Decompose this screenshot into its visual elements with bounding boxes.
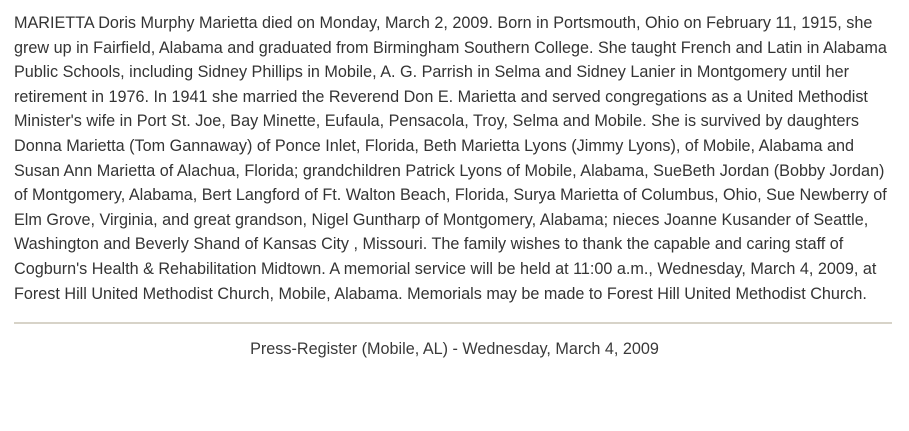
publication-source: Press-Register (Mobile, AL) - Wednesday, March 4, 2009 [250, 340, 659, 359]
obituary-text: MARIETTA Doris Murphy Marietta died on Monday, March 2, 2009. Born in Portsmouth, Ohio on February 11, 1915, she grew up in Fairfield, Alabama and graduated from Birmingham Southern College. She taught French and Latin in Alabama Public Schools, including Sidney Phillips in Mobile, A. G. Parrish in Selma and Sidney Lanier in Montgomery until her retirement in 1976. In 1941 she married the Reverend Don E. Marietta and served congregations as a United Methodist Minister's wife in Port St. Joe, Bay Minette, Eufaula, Pensacola, Troy, Selma and Mobile. She is survived by daughters Donna Marietta (Tom Gannaway) of Ponce Inlet, Florida, Beth Marietta Lyons (Jimmy Lyons), of Mobile, Alabama and Susan Ann Marietta of Alachua, Florida; grandchildren Patrick Lyons of Mobile, Alabama, SueBeth Jordan (Bobby Jordan) of Montgomery, Alabama, Bert Langford of Ft. Walton Beach, Florida, Surya Marietta of Columbus, Ohio, Sue Newberry of Elm Grove, Virginia, and great grandson, Nigel Guntharp of Montgomery, Alabama; nieces Joanne Kusander of Seattle, Washington and Beverly Shand of Kansas City , Missouri. The family wishes to thank the capable and caring staff of Cogburn's Health & Rehabilitation Midtown. A memorial service will be held at 11:00 a.m., Wednesday, March 4, 2009, at Forest Hill United Methodist Church, Mobile, Alabama. Memorials may be made to Forest Hill United Methodist Church. [14, 14, 887, 303]
divider [14, 322, 892, 324]
